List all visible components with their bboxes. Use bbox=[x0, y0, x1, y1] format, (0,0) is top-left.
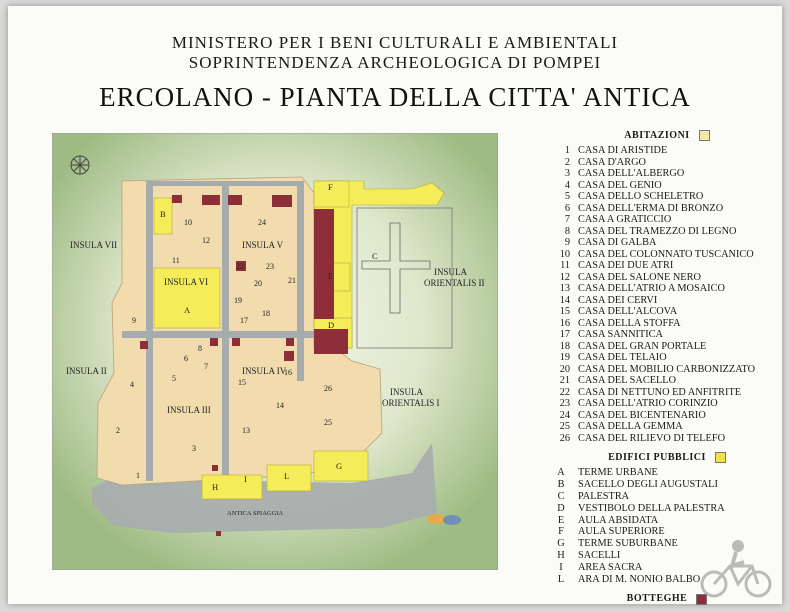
compass-rose bbox=[71, 156, 89, 174]
abitazione-label: CASA DEL SALONE NERO bbox=[578, 271, 701, 283]
edificio-item bbox=[552, 467, 782, 479]
abitazione-number: 13 bbox=[559, 283, 570, 295]
label-orientalis-ii-a: INSULA bbox=[434, 267, 467, 277]
abitazione-item bbox=[552, 295, 782, 307]
edificio-label: VESTIBOLO DELLA PALESTRA bbox=[578, 502, 725, 514]
letter-f: F bbox=[328, 182, 333, 192]
house-7: 7 bbox=[204, 362, 208, 371]
city-map bbox=[52, 133, 498, 570]
abitazione-item bbox=[552, 329, 782, 341]
abitazione-label: CASA DEL SACELLO bbox=[578, 375, 677, 387]
edificio-label: AULA SUPERIORE bbox=[578, 526, 665, 538]
abitazione-number: 2 bbox=[564, 156, 570, 168]
abitazione-number: 10 bbox=[559, 248, 570, 260]
house-19: 19 bbox=[234, 296, 242, 305]
abitazione-item bbox=[552, 352, 782, 364]
abitazione-item bbox=[552, 375, 782, 387]
house-21: 21 bbox=[288, 276, 296, 285]
house-16: 16 bbox=[284, 368, 292, 377]
soprintendenza-line: SOPRINTENDENZA ARCHEOLOGICA DI POMPEI bbox=[188, 53, 602, 72]
abitazione-number: 18 bbox=[559, 340, 570, 352]
label-insula-iv: INSULA IV bbox=[242, 366, 287, 376]
abitazione-number: 5 bbox=[564, 191, 570, 203]
abitazione-item bbox=[552, 433, 782, 445]
botteghe-section-title: BOTTEGHE bbox=[552, 593, 782, 604]
letter-e: E bbox=[328, 271, 334, 281]
abitazione-item bbox=[552, 306, 782, 318]
house-10: 10 bbox=[184, 218, 192, 227]
abitazione-number: 15 bbox=[559, 306, 570, 318]
abitazione-number: 20 bbox=[559, 363, 570, 375]
edificio-label: AULA ABSIDATA bbox=[578, 514, 659, 526]
abitazione-number: 24 bbox=[559, 409, 570, 421]
abitazione-label: CASA DI ARISTIDE bbox=[578, 145, 668, 157]
letter-i: I bbox=[244, 474, 247, 484]
abitazione-item bbox=[552, 145, 782, 157]
abitazione-item bbox=[552, 387, 782, 399]
house-23: 23 bbox=[266, 262, 274, 271]
abitazione-number: 12 bbox=[559, 271, 570, 283]
edificio-label: PALESTRA bbox=[578, 491, 630, 502]
abitazione-item bbox=[552, 398, 782, 410]
abitazione-number: 9 bbox=[564, 237, 570, 249]
abitazione-number: 4 bbox=[564, 179, 570, 191]
abitazione-label: CASA DELL'ERMA DI BRONZO bbox=[578, 202, 724, 214]
abitazione-item bbox=[552, 157, 782, 169]
edificio-label: SACELLI bbox=[578, 549, 621, 561]
house-9: 9 bbox=[132, 316, 136, 325]
abitazione-label: CASA D'ARGO bbox=[578, 156, 646, 168]
abitazione-label: CASA DEI CERVI bbox=[578, 294, 658, 306]
letter-l: L bbox=[284, 471, 290, 481]
edificio-label: AREA SACRA bbox=[578, 561, 643, 573]
house-1: 1 bbox=[136, 471, 140, 480]
edificio-item bbox=[552, 503, 782, 515]
edificio-letter: B bbox=[557, 479, 565, 491]
abitazione-label: CASA DI GALBA bbox=[578, 237, 657, 249]
abitazione-item bbox=[552, 318, 782, 330]
abitazione-label: CASA SANNITICA bbox=[578, 329, 663, 341]
edifici-section-title: EDIFICI PUBBLICI bbox=[552, 452, 782, 463]
abitazione-label: CASA DEL GRAN PORTALE bbox=[578, 340, 707, 352]
label-insula-vii: INSULA VII bbox=[70, 240, 118, 250]
abitazioni-list bbox=[552, 145, 782, 444]
edifici-swatch bbox=[715, 452, 726, 463]
house-3: 3 bbox=[192, 444, 196, 453]
abitazioni-swatch bbox=[699, 130, 710, 141]
abitazione-item bbox=[552, 191, 782, 203]
house-2: 2 bbox=[116, 426, 120, 435]
edificio-letter: L bbox=[557, 573, 565, 585]
edificio-letter: I bbox=[559, 561, 563, 573]
abitazione-item bbox=[552, 168, 782, 180]
edificio-label: TERME URBANE bbox=[578, 467, 658, 479]
abitazione-item bbox=[552, 341, 782, 353]
abitazione-label: CASA DEL TELAIO bbox=[578, 352, 667, 364]
abitazione-number: 7 bbox=[564, 214, 570, 226]
house-4: 4 bbox=[130, 380, 134, 389]
abitazione-label: CASA DEL MOBILIO CARBONIZZATO bbox=[578, 363, 756, 375]
house-14: 14 bbox=[276, 401, 284, 410]
abitazione-number: 22 bbox=[559, 386, 570, 398]
abitazione-item bbox=[552, 203, 782, 215]
edificio-letter: D bbox=[557, 502, 565, 514]
abitazione-item bbox=[552, 364, 782, 376]
edificio-label: SACELLO DEGLI AUGUSTALI bbox=[578, 479, 718, 491]
abitazioni-section-title: ABITAZIONI bbox=[552, 130, 782, 141]
abitazione-item bbox=[552, 410, 782, 422]
ministry-line: MINISTERO PER I BENI CULTURALI E AMBIENTALI bbox=[171, 33, 619, 52]
abitazione-number: 23 bbox=[559, 398, 570, 410]
house-25: 25 bbox=[324, 418, 332, 427]
letter-a: A bbox=[184, 305, 191, 315]
abitazione-label: CASA DEL RILIEVO DI TELEFO bbox=[578, 432, 726, 444]
house-5: 5 bbox=[172, 374, 176, 383]
abitazione-item bbox=[552, 226, 782, 238]
abitazione-label: CASA DELL'ALBERGO bbox=[578, 168, 685, 180]
house-6: 6 bbox=[184, 354, 188, 363]
abitazione-number: 21 bbox=[559, 375, 570, 387]
abitazione-number: 19 bbox=[559, 352, 570, 364]
house-11: 11 bbox=[172, 256, 180, 265]
abitazione-item bbox=[552, 272, 782, 284]
abitazione-item bbox=[552, 283, 782, 295]
letter-b: B bbox=[160, 209, 166, 219]
label-orientalis-ii-b: ORIENTALIS II bbox=[424, 278, 485, 288]
abitazione-label: CASA DELL'ALCOVA bbox=[578, 306, 678, 318]
house-26: 26 bbox=[324, 384, 332, 393]
house-12: 12 bbox=[202, 236, 210, 245]
house-20: 20 bbox=[254, 279, 262, 288]
abitazione-label: CASA DI NETTUNO ED ANFITRITE bbox=[578, 386, 742, 398]
scale-mark bbox=[216, 531, 221, 536]
house-17: 17 bbox=[240, 316, 248, 325]
edificio-label: TERME SUBURBANE bbox=[578, 538, 678, 550]
edificio-letter: G bbox=[557, 538, 565, 550]
abitazione-number: 14 bbox=[559, 294, 570, 306]
abitazione-number: 11 bbox=[560, 260, 570, 272]
abitazione-number: 17 bbox=[559, 329, 570, 341]
abitazione-label: CASA DEL BICENTENARIO bbox=[578, 409, 706, 421]
abitazione-label: CASA DEL GENIO bbox=[578, 179, 662, 191]
abitazione-number: 26 bbox=[559, 432, 570, 444]
house-18: 18 bbox=[262, 309, 270, 318]
edificio-item bbox=[552, 515, 782, 527]
beach-label: ANTICA SPIAGGIA bbox=[227, 510, 284, 517]
abitazione-number: 16 bbox=[559, 317, 570, 329]
letter-g: G bbox=[336, 461, 343, 471]
abitazione-number: 3 bbox=[564, 168, 570, 180]
city-map-svg bbox=[52, 133, 498, 570]
edificio-letter: C bbox=[557, 491, 565, 502]
edificio-item bbox=[552, 491, 782, 503]
abitazione-label: CASA DELLO SCHELETRO bbox=[578, 191, 704, 203]
letter-d: D bbox=[328, 320, 335, 330]
abitazione-label: CASA DEL COLONNATO TUSCANICO bbox=[578, 248, 754, 260]
label-insula-vi: INSULA VI bbox=[164, 277, 209, 287]
edificio-letter: F bbox=[558, 526, 564, 538]
edificio-item bbox=[552, 479, 782, 491]
house-15: 15 bbox=[238, 378, 246, 387]
abitazione-number: 1 bbox=[564, 145, 570, 157]
cyclist-watermark bbox=[698, 538, 778, 600]
abitazione-number: 25 bbox=[559, 421, 570, 433]
abitazione-number: 6 bbox=[564, 202, 570, 214]
map-title: ERCOLANO - PIANTA DELLA CITTA' ANTICA bbox=[99, 82, 691, 112]
abitazione-item bbox=[552, 421, 782, 433]
house-22: 22 bbox=[236, 262, 244, 271]
abitazione-label: CASA DELL'ATRIO CORINZIO bbox=[578, 398, 718, 410]
abitazione-item bbox=[552, 237, 782, 249]
letter-c: C bbox=[372, 251, 378, 261]
edificio-letter: A bbox=[557, 467, 565, 479]
abitazione-label: CASA A GRATICCIO bbox=[578, 214, 672, 226]
edificio-letter: H bbox=[557, 549, 565, 561]
abitazione-label: CASA DELLA STOFFA bbox=[578, 317, 681, 329]
abitazione-item bbox=[552, 260, 782, 272]
edificio-item bbox=[552, 526, 782, 538]
edificio-letter: E bbox=[557, 514, 565, 526]
abitazione-item bbox=[552, 180, 782, 192]
abitazione-label: CASA DELLA GEMMA bbox=[578, 421, 683, 433]
abitazione-item bbox=[552, 214, 782, 226]
letter-h: H bbox=[212, 482, 219, 492]
abitazione-number: 8 bbox=[564, 225, 570, 237]
abitazione-label: CASA DEL TRAMEZZO DI LEGNO bbox=[578, 225, 737, 237]
label-orientalis-i-a: INSULA bbox=[390, 387, 423, 397]
legend bbox=[552, 130, 782, 609]
label-insula-ii: INSULA II bbox=[66, 366, 107, 376]
label-orientalis-i-b: ORIENTALIS I bbox=[382, 398, 440, 408]
abitazione-label: CASA DEI DUE ATRI bbox=[578, 260, 674, 272]
house-13: 13 bbox=[242, 426, 250, 435]
abitazione-label: CASA DELL'ATRIO A MOSAICO bbox=[578, 283, 725, 295]
edificio-label: ARA DI M. NONIO BALBO bbox=[578, 573, 701, 585]
house-8: 8 bbox=[198, 344, 202, 353]
label-insula-iii: INSULA III bbox=[167, 405, 211, 415]
house-24: 24 bbox=[258, 218, 266, 227]
abitazione-item bbox=[552, 249, 782, 261]
label-insula-v: INSULA V bbox=[242, 240, 284, 250]
